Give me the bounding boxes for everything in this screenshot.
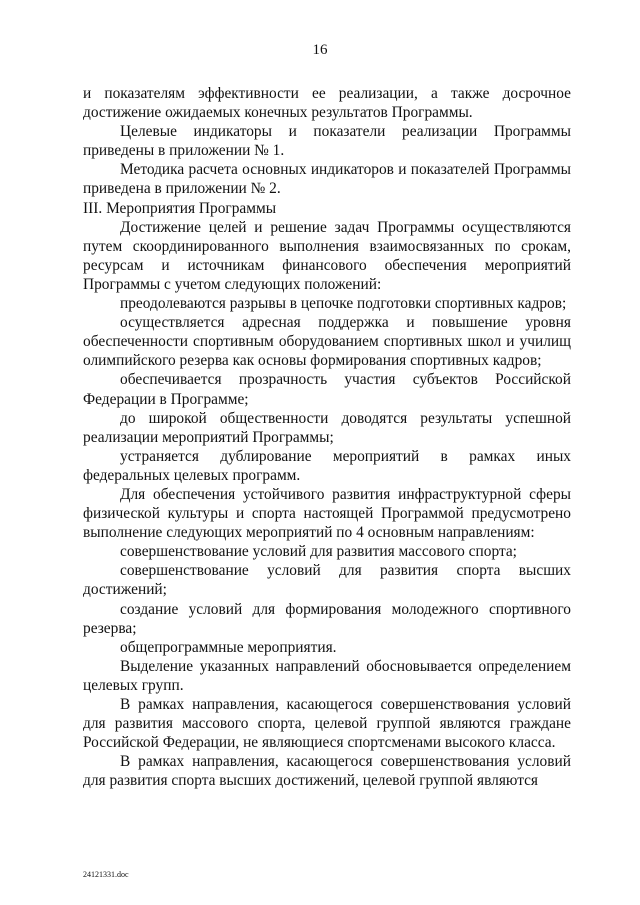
list-item: создание условий для формирования молодежного спортивного резерва; <box>83 600 571 637</box>
list-item: обеспечивается прозрачность участия субъектов Российской Федерации в Программе; <box>83 371 571 408</box>
list-item: устраняется дублирование мероприятий в рамках иных федеральных целевых программ. <box>83 447 571 484</box>
list-item: осуществляется адресная поддержка и повышение уровня обеспеченности спортивным оборудованием спортивных школ и училищ олимпийского резерва как основы формирования спортивных кадров; <box>83 314 571 370</box>
section-heading: III. Мероприятия Программы <box>83 199 277 217</box>
list-item: до широкой общественности доводятся результаты успешной реализации мероприятий Программы; <box>83 409 571 446</box>
list-item: совершенствование условий для развития массового спорта; <box>120 543 517 561</box>
paragraph-indicators: Целевые индикаторы и показатели реализации Программы приведены в приложении № 1. <box>83 123 571 160</box>
paragraph: Выделение указанных направлений обосновывается определением целевых групп. <box>83 657 571 694</box>
list-item: совершенствование условий для развития спорта высших достижений; <box>83 562 571 599</box>
paragraph: В рамках направления, касающегося совершенствования условий для развития массового спорта, целевой группой являются граждане Российской Федерации, не являющиеся спортсменами высокого класса. <box>83 696 571 752</box>
list-item: общепрограммные мероприятия. <box>120 638 337 656</box>
paragraph-continuation: и показателям эффективности ее реализации, а также досрочное достижение ожидаемых конечных результатов Программы. <box>83 85 571 122</box>
paragraph: Достижение целей и решение задач Программы осуществляются путем скоординированного выполнения взаимосвязанных по срокам, ресурсам и источникам финансового обеспечения мероприятий Программы с учетом следующих положений: <box>83 218 571 293</box>
paragraph: Для обеспечения устойчивого развития инфраструктурной сферы физической культуры и спорта настоящей Программой предусмотрено выполнение следующих мероприятий по 4 основным направлениям: <box>83 485 571 542</box>
document-body <box>83 84 571 790</box>
paragraph: В рамках направления, касающегося совершенствования условий для развития спорта высших достижений, целевой группой являются <box>83 753 571 790</box>
page-number: 16 <box>312 42 328 58</box>
paragraph-methodology: Методика расчета основных индикаторов и показателей Программы приведена в приложении № 2. <box>83 161 571 198</box>
list-item: преодолеваются разрывы в цепочке подготовки спортивных кадров; <box>120 295 567 313</box>
file-name: 24121331.doc <box>83 870 129 879</box>
